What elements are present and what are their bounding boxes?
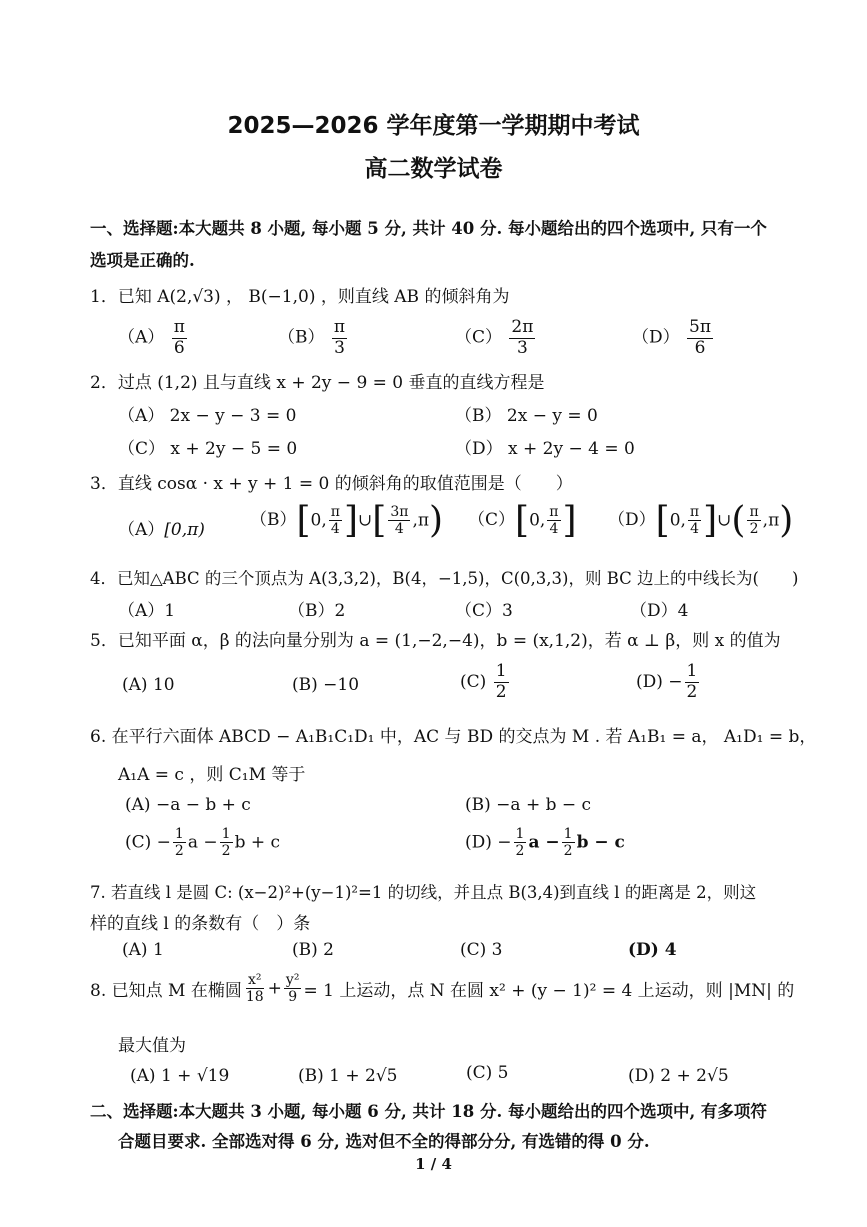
option-label: (C) — [460, 672, 487, 693]
question-2-option-a: （A） 2x − y − 3 = 0 — [118, 406, 297, 426]
option-label: （D） — [632, 327, 680, 348]
bracket-open: [ — [372, 500, 387, 541]
question-6-option-d — [465, 826, 625, 859]
fraction-numerator: π — [173, 317, 185, 337]
fraction-denominator: 3 — [334, 337, 345, 358]
option-label: (D) − — [636, 672, 683, 693]
question-2-option-c: （C） x + 2y − 5 = 0 — [118, 439, 298, 459]
exam-subtitle: 高二数学试卷 — [364, 156, 503, 182]
fraction-denominator: 4 — [549, 521, 559, 537]
term-text: b + c — [234, 832, 281, 853]
fraction-denominator: 4 — [690, 521, 699, 537]
question-7-stem-line2: 样的直线 l 的条数有（ ）条 — [90, 914, 311, 934]
fraction-numerator: π — [689, 503, 700, 520]
fraction-denominator: 6 — [694, 337, 706, 358]
paren-open: ( — [731, 500, 746, 541]
term-text: a − — [528, 832, 560, 853]
question-6-option-b: (B) −a + b − c — [465, 795, 592, 815]
question-4-option-d: （D）4 — [630, 601, 689, 621]
question-1-stem: 1．已知 A(2,√3) ， B(−1,0) ，则直线 AB 的倾斜角为 — [90, 287, 510, 307]
question-7-stem: 7. 若直线 l 是圆 C: (x−2)²+(y−1)²=1 的切线，并且点 B(3,4)到直线 l 的距离是 2，则这 — [90, 883, 757, 902]
bracket-close: ] — [562, 500, 577, 541]
section-2-instructions-line1: 二、选择题:本大题共 3 小题, 每小题 6 分, 共计 18 分. 每小题给出的四个选项中, 有多项符 — [90, 1102, 767, 1121]
fraction-denominator: 2 — [174, 843, 184, 860]
question-3-stem: 3．直线 cosα · x + y + 1 = 0 的倾斜角的取值范围是（ ） — [90, 474, 573, 494]
fraction-numerator: 1 — [563, 826, 573, 842]
option-label: (C) − — [125, 832, 171, 853]
question-3-option-b — [250, 500, 443, 541]
question-2-option-d: （D） x + 2y − 4 = 0 — [455, 439, 635, 459]
question-6-option-c — [125, 826, 280, 859]
term-text: b − c — [576, 832, 625, 853]
interval-start: 0, — [669, 510, 686, 531]
fraction-numerator: π — [549, 503, 559, 520]
section-1-instructions-line1: 一、选择题:本大题共 8 小题, 每小题 5 分, 共计 40 分. 每小题给出的四个选项中, 只有一个 — [90, 219, 767, 238]
union-symbol: ∪ — [358, 510, 373, 531]
bracket-close: ] — [703, 500, 718, 541]
page-number: 1 / 4 — [415, 1155, 452, 1173]
question-8-stem — [90, 972, 794, 1005]
fraction-numerator: π — [749, 503, 759, 520]
fraction-denominator: 4 — [330, 521, 340, 537]
question-2-option-b: （B） 2x − y = 0 — [455, 406, 598, 426]
exam-title: 2025—2026 学年度第一学期期中考试 — [227, 113, 640, 139]
interval-start: 0, — [310, 510, 327, 531]
fraction-denominator: 2 — [563, 843, 573, 860]
option-label: （B） — [278, 327, 325, 348]
question-6-option-a: (A) −a − b + c — [125, 795, 251, 815]
fraction-denominator: 6 — [173, 337, 185, 358]
fraction-numerator: π — [330, 503, 340, 520]
question-7-option-b: (B) 2 — [292, 940, 334, 960]
option-label: （C） — [455, 327, 503, 348]
bracket-open: [ — [296, 500, 311, 541]
fraction-numerator: 1 — [174, 826, 184, 842]
question-8-option-a: (A) 1 + √19 — [130, 1066, 230, 1086]
question-3-option-a — [118, 515, 205, 540]
fraction-denominator: 18 — [245, 989, 264, 1006]
question-6-stem: 6. 在平行六面体 ABCD − A₁B₁C₁D₁ 中，AC 与 BD 的交点为 M . 若 A₁B₁ = a， A₁D₁ = b， — [90, 727, 817, 747]
question-2-stem: 2．过点 (1,2) 且与直线 x + 2y − 9 = 0 垂直的直线方程是 — [90, 373, 545, 393]
question-5-option-b: (B) −10 — [292, 675, 360, 695]
paren-close: ) — [429, 500, 444, 541]
option-label: （A） — [118, 520, 165, 540]
bracket-open: [ — [655, 500, 670, 541]
question-4-option-b: （B）2 — [288, 601, 346, 621]
fraction-numerator: x² — [248, 972, 262, 988]
bracket-close: ] — [343, 500, 359, 541]
question-7-option-c: (C) 3 — [460, 940, 503, 960]
question-1-option-a — [118, 318, 189, 358]
fraction-numerator: 2π — [511, 317, 534, 337]
union-symbol: ∪ — [717, 510, 732, 531]
stem-text: 8. 已知点 M 在椭圆 — [90, 981, 242, 1002]
bracket-open: [ — [515, 500, 530, 541]
option-label: （C） — [468, 510, 516, 530]
fraction-numerator: y² — [285, 972, 300, 988]
fraction-denominator: 4 — [394, 521, 404, 537]
option-label: （B） — [250, 510, 297, 530]
question-5-option-c — [460, 662, 511, 702]
fraction-denominator: 2 — [686, 681, 698, 702]
question-6-stem-line2: A₁A = c ，则 C₁M 等于 — [118, 765, 306, 785]
section-2-instructions-line2: 合题目要求. 全部选对得 6 分, 选对但不全的得部分分, 有选错的得 0 分. — [118, 1132, 650, 1151]
option-label: （D） — [608, 510, 656, 530]
question-5-option-a: (A) 10 — [122, 675, 175, 695]
question-3-option-d — [608, 500, 793, 541]
stem-text: = 1 上运动，点 N 在圆 x² + (y − 1)² = 4 上运动，则 |MN| 的 — [303, 981, 795, 1002]
fraction-numerator: 3π — [390, 503, 409, 520]
question-4-option-c: （C）3 — [455, 601, 513, 621]
question-7-option-a: (A) 1 — [122, 940, 164, 960]
term-text: a − — [187, 832, 218, 853]
question-3-option-c — [468, 500, 577, 541]
fraction-numerator: 1 — [221, 826, 231, 842]
fraction-numerator: 1 — [686, 661, 698, 681]
question-1-option-b — [278, 318, 349, 358]
paren-close: ) — [779, 500, 794, 541]
fraction-denominator: 2 — [221, 843, 231, 860]
question-8-stem-line2: 最大值为 — [118, 1036, 186, 1056]
interval-value: [0,π) — [164, 520, 205, 540]
question-1-option-c — [455, 318, 537, 358]
question-5-stem: 5．已知平面 α，β 的法向量分别为 a = (1,−2,−4)，b = (x,1,2)，若 α ⊥ β，则 x 的值为 — [90, 631, 781, 651]
fraction-denominator: 2 — [515, 843, 525, 860]
fraction-numerator: π — [333, 317, 346, 337]
interval-start: 0, — [529, 510, 546, 531]
fraction-denominator: 9 — [288, 989, 298, 1006]
question-8-option-c: (C) 5 — [466, 1063, 509, 1083]
fraction-denominator: 2 — [495, 681, 507, 702]
question-5-option-d — [636, 662, 701, 702]
question-1-option-d — [632, 318, 715, 358]
question-8-option-d: (D) 2 + 2√5 — [628, 1066, 729, 1086]
option-label: (D) − — [465, 832, 512, 853]
fraction-numerator: 1 — [495, 661, 507, 681]
question-8-option-b: (B) 1 + 2√5 — [298, 1066, 398, 1086]
fraction-denominator: 2 — [749, 521, 759, 537]
question-7-option-d: (D) 4 — [628, 940, 677, 960]
interval-end: ,π — [412, 510, 430, 531]
section-1-instructions-line2: 选项是正确的. — [90, 251, 195, 270]
plus-sign: + — [267, 978, 282, 999]
question-4-stem: 4．已知△ABC 的三个顶点为 A(3,3,2)，B(4，−1,5)，C(0,3,3)，则 BC 边上的中线长为( ) — [90, 569, 799, 588]
question-4-option-a: （A）1 — [118, 601, 176, 621]
fraction-denominator: 3 — [517, 337, 528, 358]
interval-end: ,π — [762, 510, 780, 531]
fraction-numerator: 1 — [515, 826, 525, 842]
fraction-numerator: 5π — [689, 317, 712, 337]
option-label: （A） — [118, 327, 165, 348]
